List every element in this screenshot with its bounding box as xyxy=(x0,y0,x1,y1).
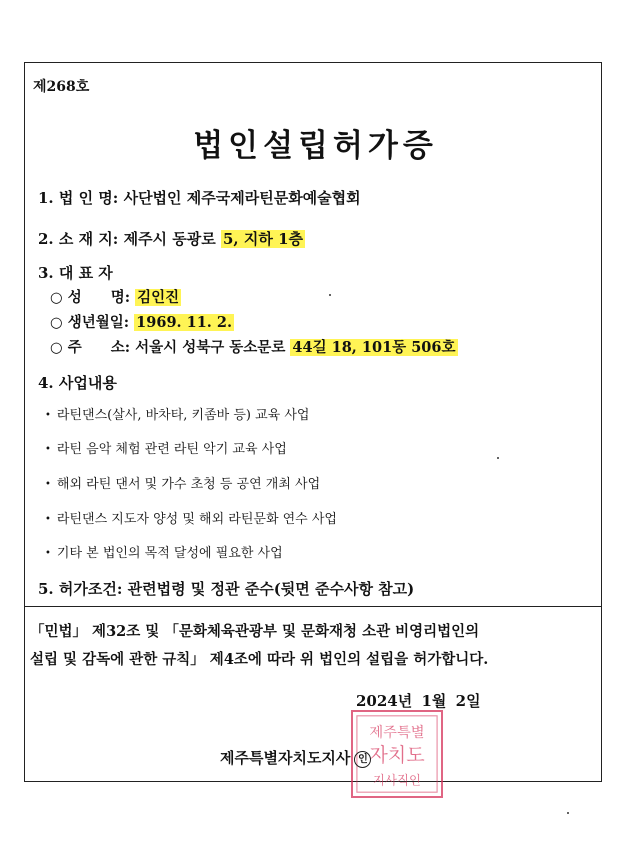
item2-value: 제주시 동광로 xyxy=(123,230,216,248)
item-corporation-name xyxy=(38,187,361,208)
seal-mark-icon: 인 xyxy=(354,751,371,768)
issuer-name: 제주특별자치도지사 xyxy=(220,749,351,767)
stamp-line-2: 자치도 xyxy=(369,743,425,767)
item2-label: 2. 소 재 지: xyxy=(38,230,119,248)
business-item: • 해외 라틴 댄서 및 가수 초청 등 공연 개최 사업 xyxy=(45,477,321,492)
rep-address-value: 서울시 성북구 동소문로 xyxy=(135,339,286,356)
item1-label: 1. 법 인 명: xyxy=(38,189,119,207)
business-item-text: 기타 본 법인의 목적 달성에 필요한 사업 xyxy=(56,546,283,561)
date-year: 2024년 xyxy=(356,692,413,710)
scan-speck xyxy=(567,812,569,814)
rep-name-redacted: 김인진 xyxy=(137,289,180,306)
issue-date xyxy=(356,690,485,711)
item2-redacted-value: 5, 지하 1층 xyxy=(222,230,303,248)
item-location xyxy=(38,228,305,249)
rep-birth-label: 생년월일: xyxy=(67,314,130,331)
rep-name-label: 성 명: xyxy=(67,289,131,306)
business-item: • 기타 본 법인의 목적 달성에 필요한 사업 xyxy=(45,546,283,561)
rep-birth-marker: ○ xyxy=(50,314,63,331)
stamp-line-3: 지사직인 xyxy=(373,772,421,788)
business-item-text: 라틴댄스(살사, 바차타, 키좀바 등) 교육 사업 xyxy=(56,408,310,423)
item5-label: 5. 허가조건: xyxy=(38,580,123,598)
business-item: • 라틴댄스(살사, 바차타, 키좀바 등) 교육 사업 xyxy=(45,408,310,423)
date-day: 2일 xyxy=(455,692,481,710)
section-divider xyxy=(24,606,602,607)
rep-address-marker: ○ xyxy=(50,339,63,356)
item5-value: 관련법령 및 정관 준수(뒷면 준수사항 참고) xyxy=(127,580,415,598)
business-item: • 라틴댄스 지도자 양성 및 해외 라틴문화 연수 사업 xyxy=(45,512,337,527)
issuer-signature xyxy=(220,747,371,768)
scan-speck xyxy=(329,294,331,296)
representative-birth-row xyxy=(50,311,234,332)
business-item-text: 라틴댄스 지도자 양성 및 해외 라틴문화 연수 사업 xyxy=(56,512,337,527)
representative-address-row xyxy=(50,336,458,357)
statement-line-2: 설립 및 감독에 관한 규칙」 제4조에 따라 위 법인의 설립을 허가합니다. xyxy=(30,651,489,668)
rep-address-redacted: 44길 18, 101동 506호 xyxy=(292,339,456,356)
item1-value: 사단법인 제주국제라틴문화예술협회 xyxy=(123,189,361,207)
stamp-line-1: 제주특별 xyxy=(369,724,425,741)
rep-name-marker: ○ xyxy=(50,289,63,306)
business-item: • 라틴 음악 체험 관련 라틴 악기 교육 사업 xyxy=(45,442,287,457)
date-month: 1월 xyxy=(421,692,447,710)
statement-line-1: 「민법」 제32조 및 「문화체육관광부 및 문화재청 소관 비영리법인의 xyxy=(30,623,480,640)
rep-address-label: 주 소: xyxy=(67,339,131,356)
business-item-text: 라틴 음악 체험 관련 라틴 악기 교육 사업 xyxy=(56,442,287,457)
item-permit-conditions xyxy=(38,578,414,599)
representative-name-row xyxy=(50,286,181,307)
item4-label: 4. 사업내용 xyxy=(38,374,117,392)
document-number: 제268호 xyxy=(33,79,90,95)
rep-birth-redacted: 1969. 11. 2. xyxy=(136,314,233,331)
business-item-text: 해외 라틴 댄서 및 가수 초청 등 공연 개최 사업 xyxy=(56,477,321,492)
item3-label: 3. 대 표 자 xyxy=(38,264,113,282)
scan-speck xyxy=(497,457,499,459)
document-title: 법인설립허가증 xyxy=(193,128,438,164)
